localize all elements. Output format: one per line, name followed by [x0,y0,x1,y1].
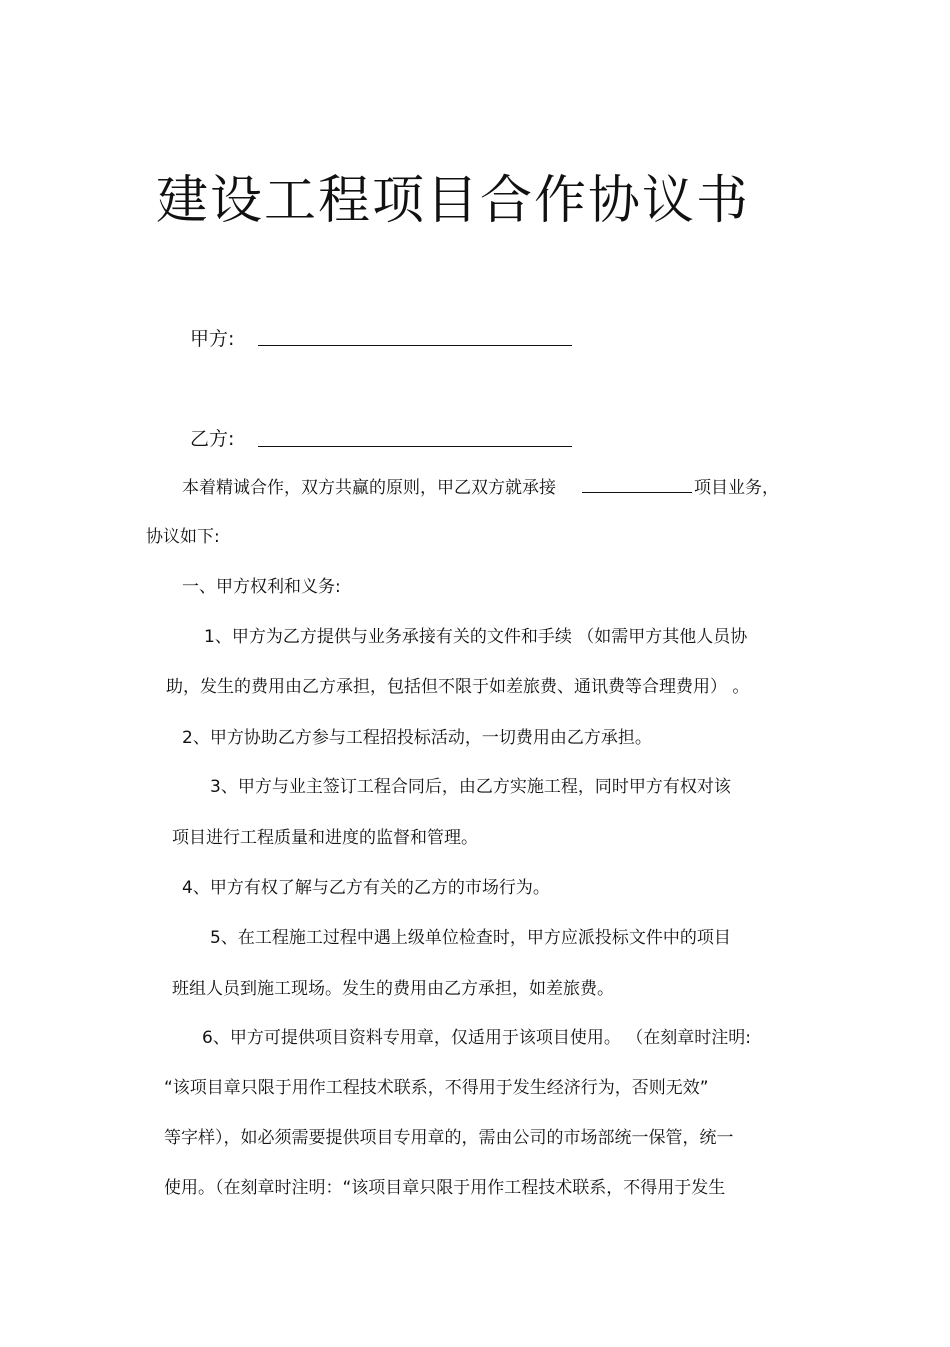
document-title: 建设工程项目合作协议书 [156,171,751,231]
paragraph-intro-line-1 [182,476,779,499]
clause-4: 4、甲方有权了解与乙方有关的乙方的市场行为。 [182,878,550,898]
project-name-blank-line [582,476,692,493]
party-b-label: 乙方: [190,428,235,450]
clause-6-line-1: 6、甲方可提供项目资料专用章，仅适用于该项目使用。 （在刻章时注明: [202,1028,751,1048]
clause-3-line-2: 项目进行工程质量和进度的监督和管理。 [172,828,478,848]
clause-6-line-4: 使用。（在刻章时注明：“该项目章只限于用作工程技术联系，不得用于发生 [164,1178,726,1198]
clause-1-line-2: 助，发生的费用由乙方承担，包括但不限于如差旅费、通讯费等合理费用） 。 [166,677,750,697]
clause-5-line-1: 5、在工程施工过程中遇上级单位检查时，甲方应派投标文件中的项目 [210,928,731,948]
party-a-blank-line [258,345,572,346]
party-a-label: 甲方: [190,328,235,350]
clause-3-line-1: 3、甲方与业主签订工程合同后，由乙方实施工程，同时甲方有权对该 [210,777,731,797]
clause-1-line-1: 1、甲方为乙方提供与业务承接有关的文件和手续 （如需甲方其他人员协 [204,627,748,647]
intro-text-before-blank: 本着精诚合作，双方共赢的原则，甲乙双方就承接 [182,478,556,498]
clause-6-line-2: “该项目章只限于用作工程技术联系，不得用于发生经济行为，否则无效” [164,1078,709,1098]
clause-5-line-2: 班组人员到施工现场。发生的费用由乙方承担，如差旅费。 [172,979,614,999]
party-b-blank-line [258,446,572,447]
clause-2: 2、甲方协助乙方参与工程招投标活动，一切费用由乙方承担。 [182,728,652,748]
intro-text-after-blank: 项目业务， [694,478,779,498]
section-heading-party-a: 一、甲方权利和义务: [182,577,341,597]
paragraph-intro-line-2: 协议如下: [146,527,220,547]
clause-6-line-3: 等字样），如必须需要提供项目专用章的，需由公司的市场部统一保管，统一 [164,1128,734,1148]
